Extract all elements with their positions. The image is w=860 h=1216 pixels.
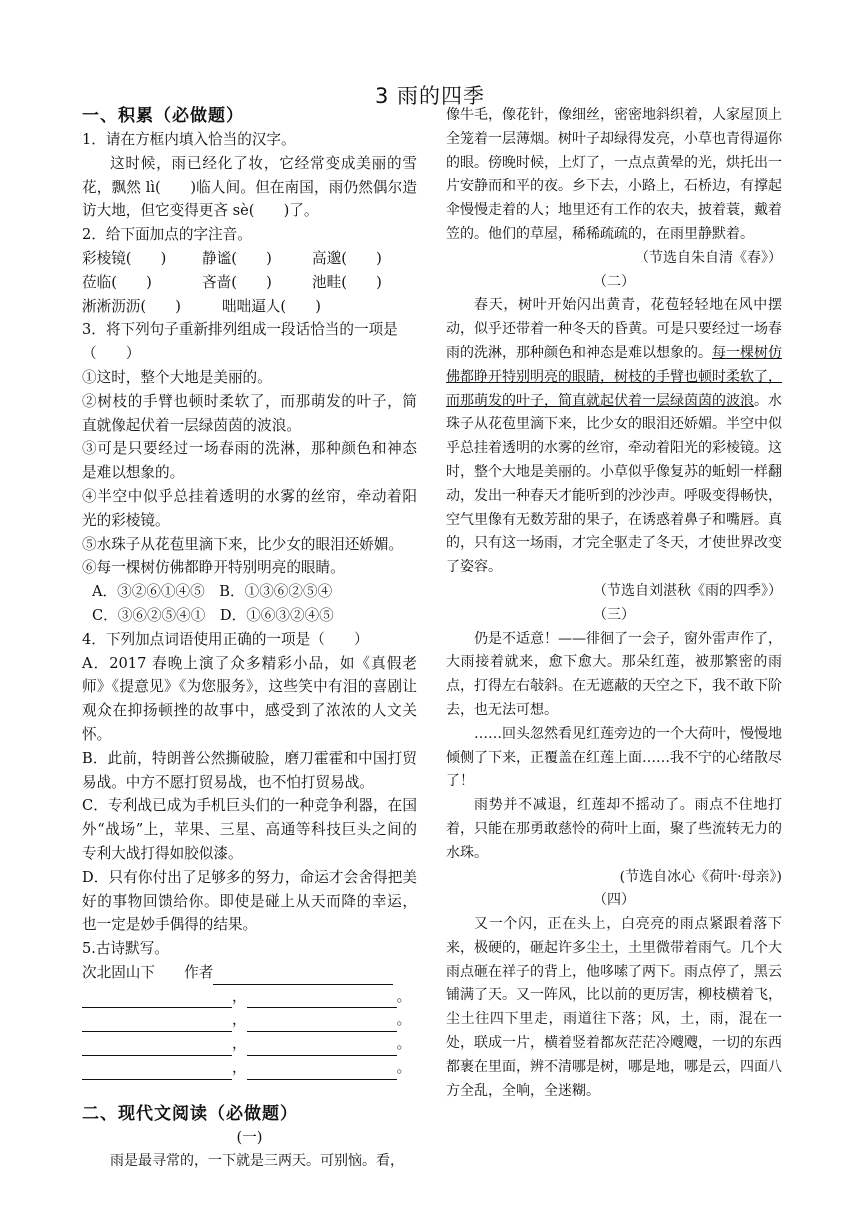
poem-blank[interactable] (247, 1017, 397, 1032)
q3-item: ①这时，整个大地是美丽的。 (82, 368, 272, 386)
q5-stem: 5.古诗默写。 (82, 940, 169, 958)
poem-blank[interactable] (82, 1065, 232, 1080)
q3-item: ②树枝的手臂也顿时柔软了，而那萌发的叶子，简直就像起伏着一层绿茵茵的波浪。 (82, 392, 417, 434)
section2-heading: 二、现代文阅读（必做题） (82, 1103, 298, 1124)
passage2-part-a: 春天，树叶开始闪出黄青，花苞轻轻地在风中摆动，似乎还带着一种冬天的昏黄。可是只要经过一场春雨的洗淋，那种颜色和神态是难以想象的。 (446, 297, 782, 361)
passage2-label: （二） (593, 273, 635, 290)
passage2-underlined: 每一棵树仿佛都睁开特别明亮的眼睛，树枝的手臂也顿时柔软了，而那萌发的叶子，简直就起伏着一层绿茵茵的波浪 (446, 344, 782, 409)
q3-options-cd: C．③⑥②⑤④① D．①⑥③②④⑤ (92, 606, 334, 624)
passage1-continued: 像牛毛，像花针，像细丝，密密地斜织着，人家屋顶上全笼着一层薄烟。树叶子却绿得发亮，小草也青得逼你的眼。傍晚时候，上灯了，一点点黄晕的光，烘托出一片安静而和平的夜。乡下去，小路上，石桥边，有撑起伞慢慢走着的人；地里还有工作的农夫，披着蓑，戴着笠的。他们的草屋，稀稀疏疏的，在雨里静默着。 (446, 107, 782, 242)
period: 。 (396, 1011, 412, 1029)
q4-option-c: C．专利战已成为手机巨头们的一种竞争利器，在国外“战场”上，苹果、三星、高通等科技巨头之间的专利大战打得如胶似漆。 (82, 797, 417, 862)
q2-item: 咄咄逼人( ) (222, 297, 321, 315)
q2-item: 吝啬( ) (202, 273, 272, 291)
passage3-label: （三） (593, 606, 635, 623)
q2-item: 淅淅沥沥( ) (82, 297, 181, 315)
q4-option-a: A．2017 春晚上演了众多精彩小品，如《真假老师》《提意见》《为您服务》，这些笑中有泪的喜剧让观众在抑扬顿挫的故事中，感受到了浓浓的人文关怀。 (82, 654, 417, 743)
q4-option-d: D．只有你付出了足够多的努力，命运才会舍得把美好的事物回馈给你。即使是碰上从天而降的幸运，也一定是妙手偶得的结果。 (82, 868, 417, 934)
passage3-para-1: 仍是不适意！——徘徊了一会子，窗外雷声作了，大雨接着就来，愈下愈大。那朵红莲，被那繁密的雨点，打得左右敧斜。在无遮蔽的天空之下，我不敢下阶去，也无法可想。 (446, 630, 782, 718)
period: 。 (396, 987, 412, 1005)
passage2-text (446, 294, 782, 580)
q2-stem: 2．给下面加点的字注音。 (82, 226, 252, 244)
passage1-source: （节选自朱自清《春》） (635, 249, 782, 266)
comma: ， (232, 1059, 247, 1077)
right-column (446, 104, 782, 1103)
q1-text: 这时候，雨已经化了妆，它经常变成美丽的雪花，飘然 lì( )临人间。但在南国，雨仍然偶尔造访大地，但它变得更吝 sè( )了。 (82, 154, 417, 220)
q2-item: 高邈( ) (312, 249, 382, 267)
comma: ， (232, 1011, 247, 1029)
poem-line (82, 1008, 417, 1032)
passage2-source: （节选自刘湛秋《雨的四季》） (593, 582, 782, 599)
q3-item: ⑥每一棵树仿佛都睁开特别明亮的眼睛。 (82, 559, 345, 577)
q4-option-b: B．此前，特朗普公然撕破脸，磨刀霍霍和中国打贸易战。中方不愿打贸易战，也不怕打贸易战。 (82, 749, 417, 791)
poem-line (82, 1032, 417, 1056)
q2-item: 莅临( ) (82, 273, 152, 291)
passage3-para-2: ……回头忽然看见红莲旁边的一个大荷叶，慢慢地倾侧了下来，正覆盖在红莲上面……我不宁的心绪散尽了！ (446, 725, 782, 790)
poem-blank[interactable] (247, 1065, 397, 1080)
poem-blank[interactable] (247, 993, 397, 1008)
q2-row3 (82, 295, 417, 319)
q4-stem: 4．下列加点词语使用正确的一项是（ ） (82, 630, 369, 648)
passage4-text: 又一个闪，正在头上，白亮亮的雨点紧跟着落下来，极硬的，砸起许多尘土，土里微带着雨气。几个大雨点砸在祥子的背上，他哆嗦了两下。雨点停了，黑云铺满了天。又一阵风，比以前的更厉害，柳枝横着飞，尘土往四下里走，雨道往下落；风，土，雨，混在一处，联成一片，横着竖着都灰茫茫冷飕飕，一切的东西都裹在里面，辨不清哪是树，哪是地，哪是云，四面八方全乱，全响，全迷糊。 (446, 916, 782, 1099)
comma: ， (232, 1035, 247, 1053)
passage3-source: (节选自冰心《荷叶·母亲》) (619, 868, 782, 885)
passage1-label: (一) (236, 1128, 263, 1146)
poem-line (82, 985, 417, 1009)
q3-item: ④半空中似乎总挂着透明的水雾的丝帘，牵动着阳光的彩棱镜。 (82, 487, 417, 529)
q2-item: 彩棱镜( ) (82, 249, 167, 267)
comma: ， (232, 987, 247, 1005)
q2-row1 (82, 247, 417, 271)
poem-blank[interactable] (247, 1041, 397, 1056)
author-blank[interactable] (213, 970, 393, 985)
q3-item: ③可是只要经过一场春雨的洗淋，那种颜色和神态是难以想象的。 (82, 440, 417, 482)
q2-row2 (82, 271, 417, 295)
q3-options-ab: A．③②⑥①④⑤ B．①③⑥②⑤④ (92, 583, 333, 601)
page-title: 3 雨的四季 (374, 84, 486, 108)
passage4-label: （四） (593, 892, 635, 909)
section1-heading: 一、积累（必做题） (82, 106, 244, 126)
poem-line (82, 1056, 417, 1080)
period: 。 (396, 1059, 412, 1077)
poem-blank[interactable] (82, 993, 232, 1008)
passage2-part-b: 。水珠子从花苞里滴下来，比少女的眼泪还娇媚。半空中似乎总挂着透明的水雾的丝帘，牵动着阳光的彩棱镜。这时，整个大地是美丽的。小草似乎像复苏的蚯蚓一样翻动，发出一种春天才能听到的沙沙声。呼吸变得畅快，空气里像有无数芳甜的果子，在诱惑着鼻子和嘴唇。真的，只有这一场雨，才完全驱走了冬天，才使世界改变了姿容。 (446, 392, 782, 576)
q2-item: 静谧( ) (202, 249, 272, 267)
poem-blank[interactable] (82, 1041, 232, 1056)
q3-stem: 3．将下列句子重新排列组成一段话恰当的一项是（ ） (82, 321, 398, 363)
poem-title: 次北固山下 作者 (82, 963, 214, 981)
poem-blank[interactable] (82, 1017, 232, 1032)
q2-item: 池畦( ) (312, 273, 382, 291)
q5-poem-title-line (82, 961, 417, 985)
passage1-start: 雨是最寻常的，一下就是三两天。可别恼。看， (110, 1152, 404, 1169)
q3-item: ⑤水珠子从花苞里滴下来，比少女的眼泪还娇媚。 (82, 535, 404, 553)
left-column (82, 104, 417, 1173)
period: 。 (396, 1035, 412, 1053)
passage3-para-3: 雨势并不减退，红莲却不摇动了。雨点不住地打着，只能在那勇敢慈怜的荷叶上面，聚了些流转无力的水珠。 (446, 797, 782, 861)
q1-stem: 1．请在方框内填入恰当的汉字。 (82, 131, 296, 148)
